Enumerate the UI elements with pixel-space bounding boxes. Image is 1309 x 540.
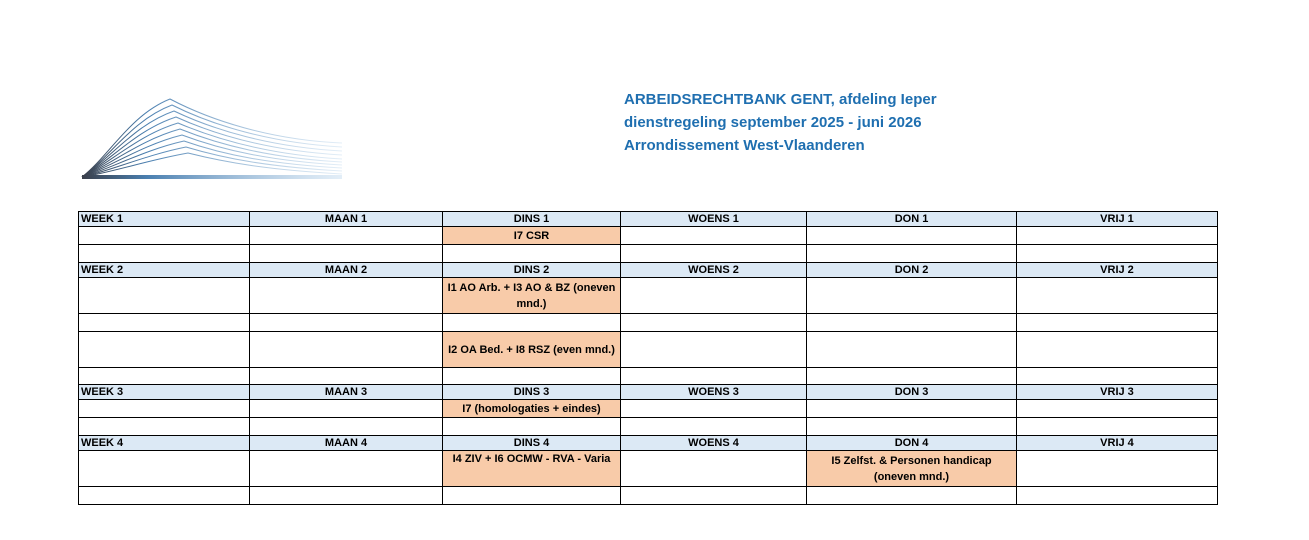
session-cell: I1 AO Arb. + I3 AO & BZ (oneven mnd.) (443, 278, 621, 314)
day-label: DON 2 (807, 263, 1017, 278)
day-label: DON 1 (807, 212, 1017, 227)
day-label: DINS 3 (443, 385, 621, 400)
day-label: DINS 1 (443, 212, 621, 227)
day-label: DINS 4 (443, 436, 621, 451)
day-label: VRIJ 1 (1017, 212, 1218, 227)
session-row (79, 400, 1218, 418)
week-header-row (79, 436, 1218, 451)
week-label: WEEK 4 (79, 436, 250, 451)
day-label: MAAN 1 (250, 212, 443, 227)
day-label: WOENS 1 (621, 212, 807, 227)
week-label: WEEK 3 (79, 385, 250, 400)
week-header-row (79, 212, 1218, 227)
week-header-row (79, 263, 1218, 278)
empty-row (79, 418, 1218, 436)
session-row (79, 227, 1218, 245)
schedule-table (78, 211, 1218, 505)
session-row (79, 451, 1218, 487)
schedule-period: dienstregeling september 2025 - juni 2026 (624, 114, 922, 131)
day-label: MAAN 3 (250, 385, 443, 400)
day-label: VRIJ 2 (1017, 263, 1218, 278)
week-label: WEEK 1 (79, 212, 250, 227)
day-label: VRIJ 4 (1017, 436, 1218, 451)
week-header-row (79, 385, 1218, 400)
day-label: MAAN 4 (250, 436, 443, 451)
session-cell: I7 CSR (443, 227, 621, 245)
district-name: Arrondissement West-Vlaanderen (624, 137, 865, 154)
empty-row (79, 368, 1218, 385)
session-cell: I7 (homologaties + eindes) (443, 400, 621, 418)
session-cell: I2 OA Bed. + I8 RSZ (even mnd.) (443, 332, 621, 368)
court-logo-graphic (80, 95, 342, 181)
document-header (624, 88, 937, 157)
day-label: VRIJ 3 (1017, 385, 1218, 400)
empty-row (79, 314, 1218, 332)
session-cell: I4 ZIV + I6 OCMW - RVA - Varia (443, 451, 621, 487)
day-label: MAAN 2 (250, 263, 443, 278)
day-label: DINS 2 (443, 263, 621, 278)
week-label: WEEK 2 (79, 263, 250, 278)
day-label: WOENS 4 (621, 436, 807, 451)
session-row (79, 278, 1218, 314)
day-label: WOENS 2 (621, 263, 807, 278)
empty-row (79, 245, 1218, 263)
court-name: ARBEIDSRECHTBANK GENT, afdeling Ieper (624, 91, 937, 108)
day-label: WOENS 3 (621, 385, 807, 400)
empty-row (79, 487, 1218, 505)
session-row (79, 332, 1218, 368)
day-label: DON 4 (807, 436, 1017, 451)
session-cell: I5 Zelfst. & Personen handicap (oneven mnd.) (807, 451, 1017, 487)
day-label: DON 3 (807, 385, 1017, 400)
